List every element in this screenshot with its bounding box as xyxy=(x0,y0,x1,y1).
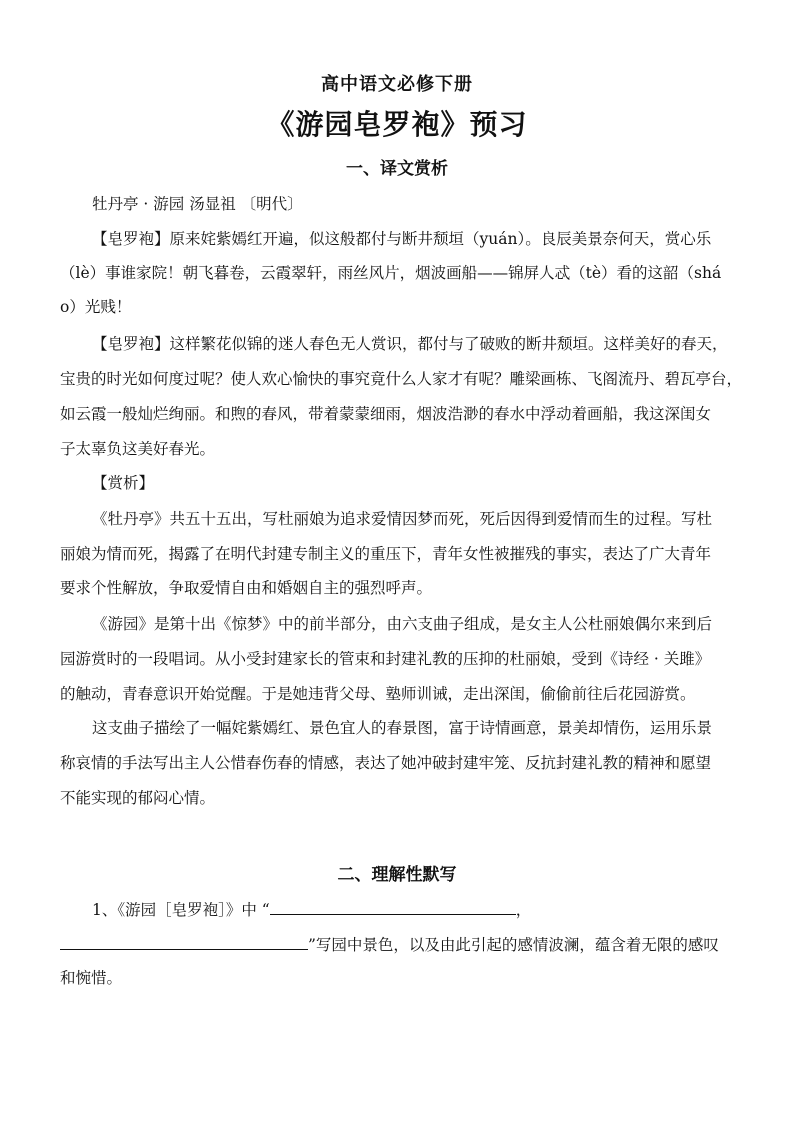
appreciation-label: 【赏析】 xyxy=(92,474,155,492)
source-line: 牡丹亭 · 游园 汤显祖 〔明代〕 xyxy=(92,195,303,213)
question-1-line: 1、《游园［皂罗袍］》中 “ ， xyxy=(92,898,752,921)
course-title: 高中语文必修下册 xyxy=(321,74,473,95)
appreciation-paragraph-line: 不能实现的郁闷心情。 xyxy=(60,789,216,807)
appreciation-paragraph-line: 丽娘为情而死，揭露了在明代封建专制主义的重压下，青年女性被摧残的事实，表达了广大青年 xyxy=(60,545,712,563)
answer-blank-1[interactable] xyxy=(270,898,516,915)
question-1-prefix: 1、《游园［皂罗袍］》中 “ xyxy=(92,901,270,919)
appreciation-paragraph-line: 《牡丹亭》共五十五出，写杜丽娘为追求爱情因梦而死，死后因得到爱情而生的过程。写杜 xyxy=(92,510,713,528)
translation-line: 子太辜负这美好春光。 xyxy=(60,440,216,458)
appreciation-paragraph-line: 这支曲子描绘了一幅姹紫嫣红、景色宜人的春景图，富于诗情画意，景美却情伤，运用乐景 xyxy=(92,719,713,737)
section-heading-dictation: 二、理解性默写 xyxy=(337,865,457,885)
appreciation-paragraph-line: 的触动，青春意识开始觉醒。于是她违背父母、塾师训诫，走出深闺，偷偷前往后花园游赏。 xyxy=(60,685,696,703)
translation-line: 【皂罗袍】这样繁花似锦的迷人春色无人赏识，都付与了破败的断井颓垣。这样美好的春天， xyxy=(92,335,728,353)
appreciation-paragraph-line: 要求个性解放，争取爱情自由和婚姻自主的强烈呼声。 xyxy=(60,579,433,597)
appreciation-paragraph-line: 《游园》是第十出《惊梦》中的前半部分，由六支曲子组成，是女主人公杜丽娘偶尔来到后 xyxy=(92,615,713,633)
answer-blank-2[interactable] xyxy=(60,933,308,950)
translation-line: 如云霞一般灿烂绚丽。和煦的春风，带着蒙蒙细雨，烟波浩渺的春水中浮动着画船，我这深闺女 xyxy=(60,405,712,423)
original-text-line: o）光贱！ xyxy=(60,298,132,316)
original-text-line: 【皂罗袍】原来姹紫嫣红开遍，似这般都付与断井颓垣（yuán）。良辰美景奈何天，赏心乐 xyxy=(92,230,712,248)
page-title: 《游园皂罗袍》预习 xyxy=(266,108,528,141)
section-heading-translation: 一、译文赏析 xyxy=(346,159,448,179)
translation-line: 宝贵的时光如何度过呢？使人欢心愉快的事究竟什么人家才有呢？雕梁画栋、飞阁流丹、碧瓦亭台， xyxy=(60,370,743,388)
appreciation-paragraph-line: 称哀情的手法写出主人公惜春伤春的情感，表达了她冲破封建牢笼、反抗封建礼教的精神和愿望 xyxy=(60,754,712,772)
original-text-line: （lè）事谁家院！朝飞暮卷，云霞翠轩，雨丝风片，烟波画船——锦屏人忒（tè）看的这韶（shá xyxy=(60,264,722,282)
appreciation-paragraph-line: 园游赏时的一段唱词。从小受封建家长的管束和封建礼教的压抑的杜丽娘，受到《诗经 · 关雎》 xyxy=(60,650,711,668)
question-1-line: 和惋惜。 xyxy=(60,969,123,987)
question-1-line: ”写园中景色，以及由此引起的感情波澜，蕴含着无限的感叹 xyxy=(60,933,750,956)
